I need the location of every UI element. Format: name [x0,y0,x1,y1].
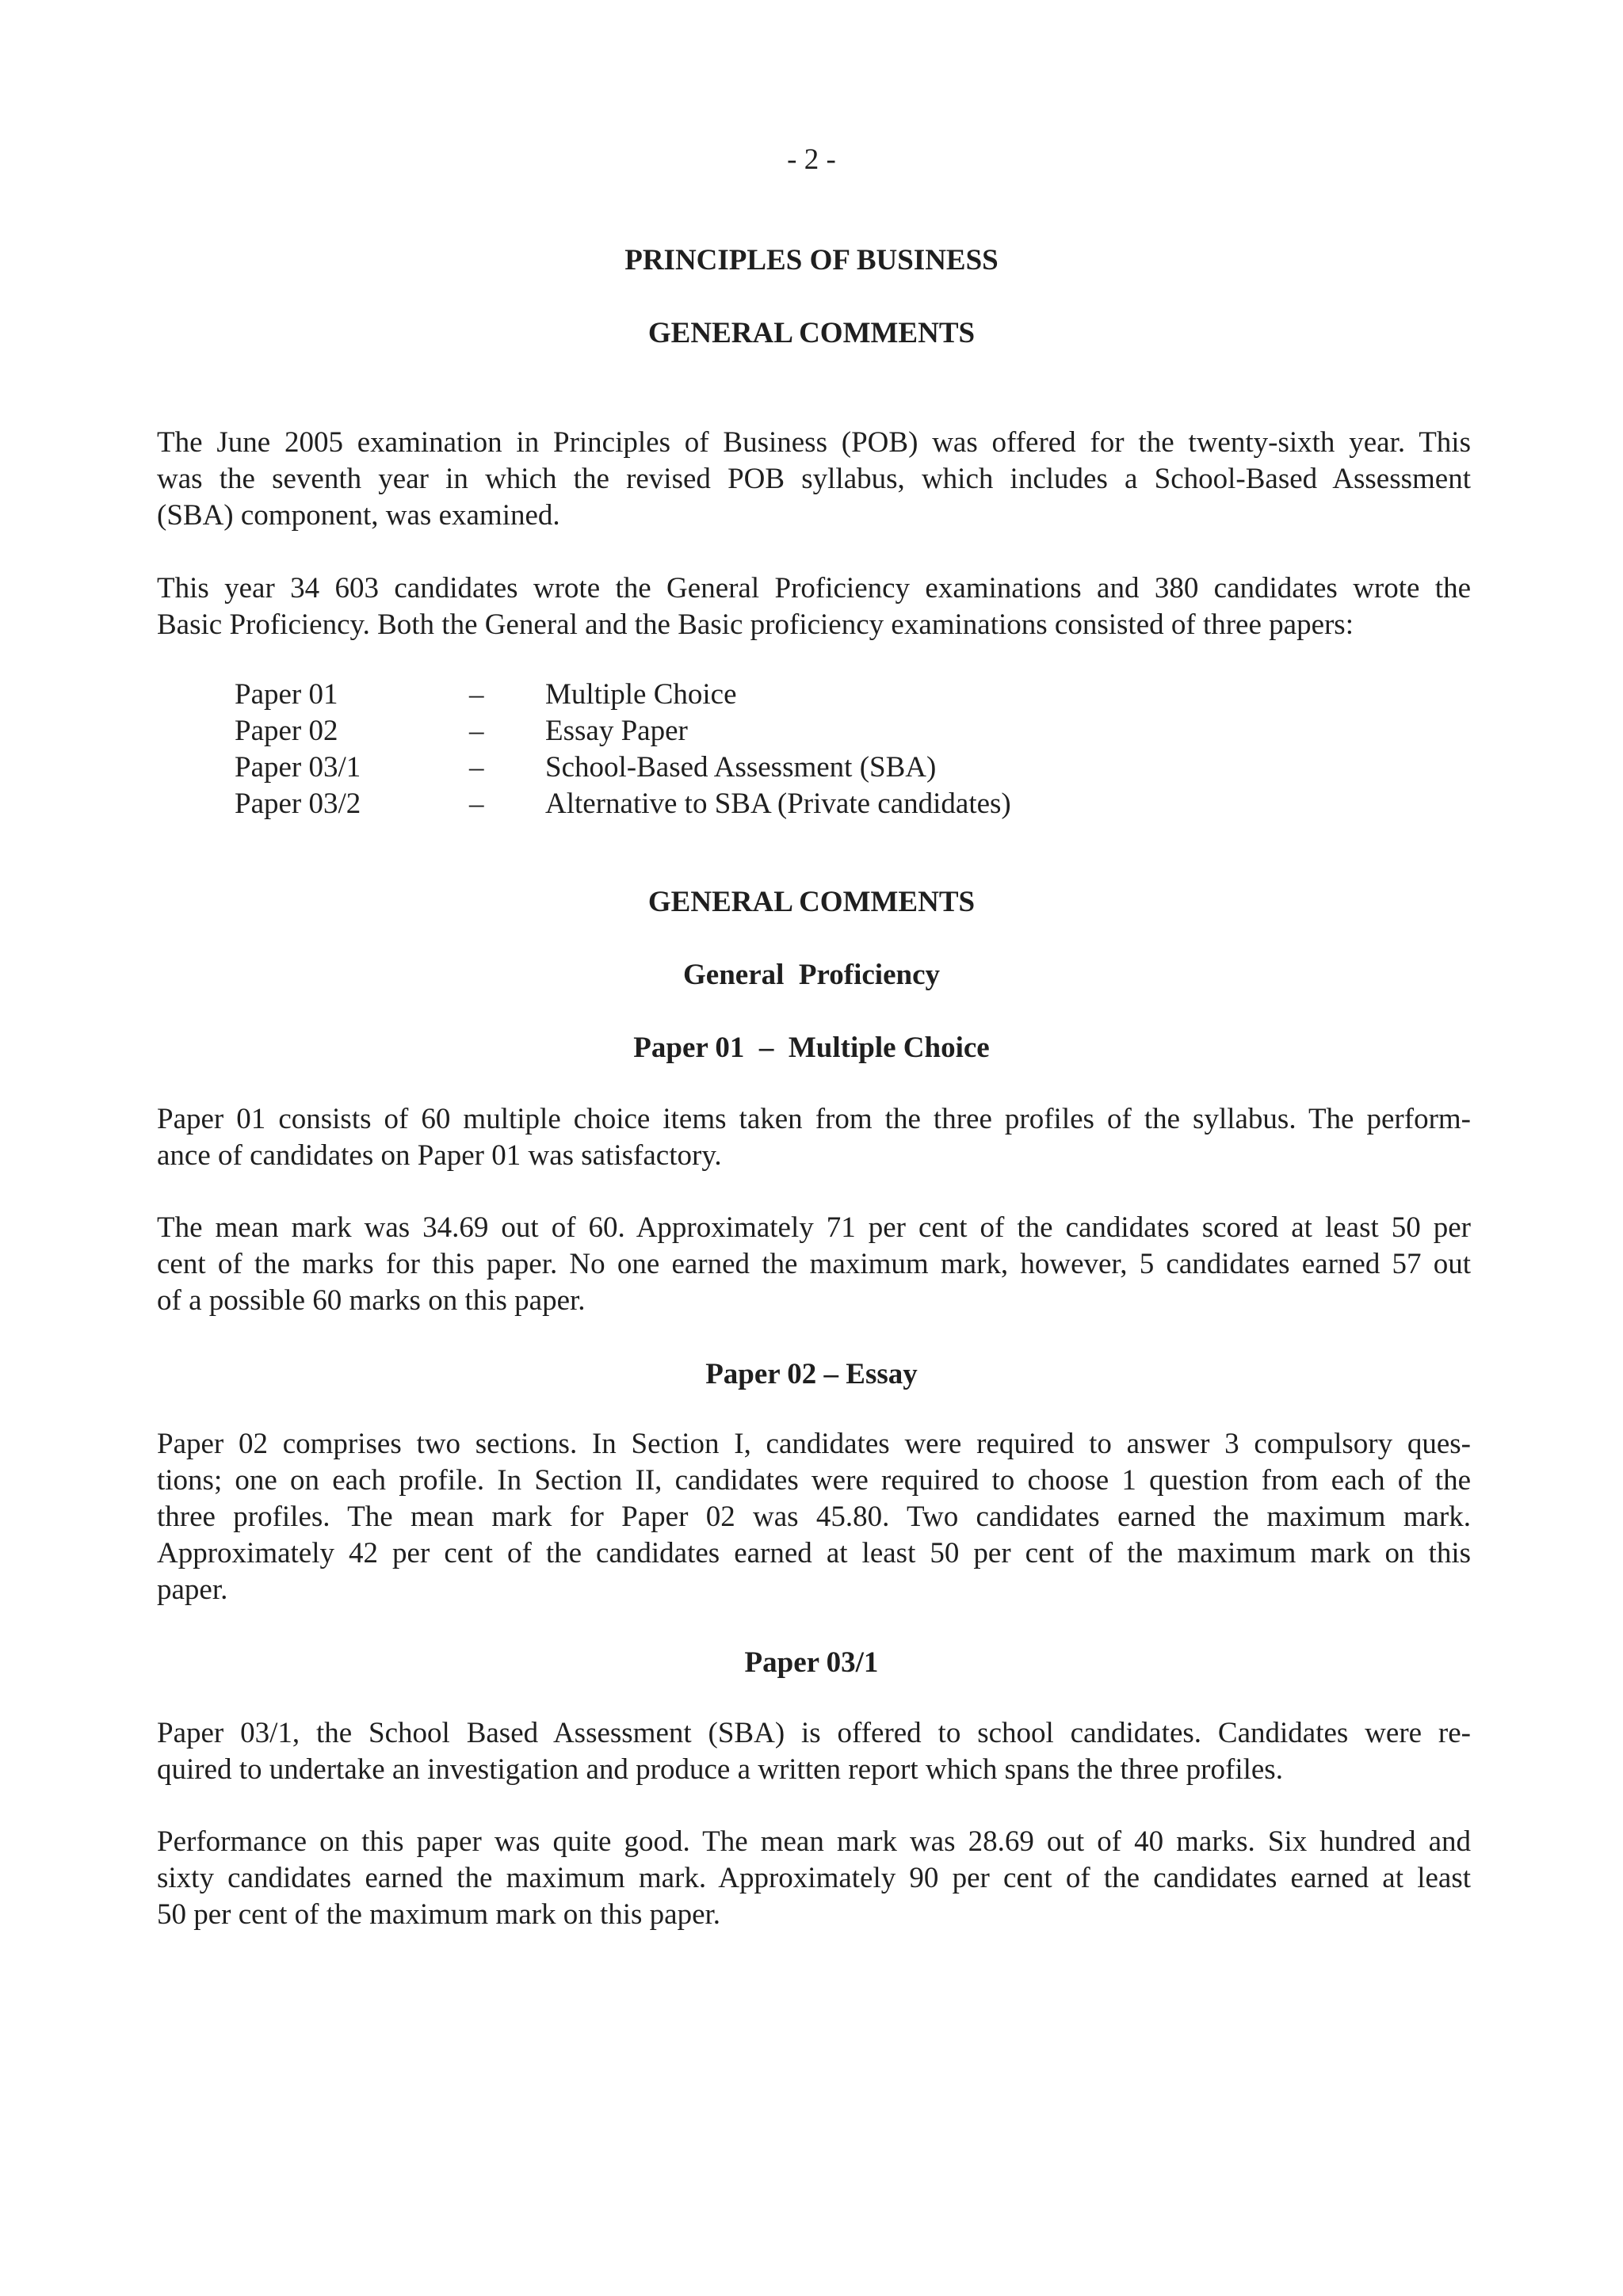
dash: – [469,715,484,747]
section-heading-general-proficiency: General Proficiency [683,959,940,991]
document-title: PRINCIPLES OF BUSINESS [624,244,999,277]
paper-list [235,677,1106,822]
paper-description: School-Based Assessment (SBA) [545,751,937,784]
section-heading-paper-03-1: Paper 03/1 [744,1646,879,1679]
section-heading-general-comments: GENERAL COMMENTS [647,317,976,349]
paper-name: Paper 03/2 [235,788,361,820]
paper-01-paragraph-1 [157,1101,1471,1174]
text-line: tions; one on each profile. In Section II, candidates were required to choose 1 question from each of the [157,1464,1471,1497]
list-item [235,749,1106,786]
text-line: Approximately 42 per cent of the candidates earned at least 50 per cent of the maximum mark on this [157,1537,1471,1569]
paper-03-1-paragraph-2 [157,1824,1471,1933]
text-line: ance of candidates on Paper 01 was satisfactory. [157,1139,722,1172]
list-item [235,713,1106,749]
text-line: was the seventh year in which the revised POB syllabus, which includes a School-Based Assessment [157,463,1471,495]
paper-description: Multiple Choice [545,678,737,711]
paper-02-paragraph-1 [157,1426,1471,1608]
text-line: The June 2005 examination in Principles of Business (POB) was offered for the twenty-sixth year. This [157,426,1471,459]
paper-description: Alternative to SBA (Private candidates) [545,788,1011,820]
paper-name: Paper 03/1 [235,751,361,784]
page-number: - 2 - [787,143,836,176]
dash: – [469,751,484,784]
text-line: 50 per cent of the maximum mark on this paper. [157,1898,721,1931]
text-line: sixty candidates earned the maximum mark. Approximately 90 per cent of the candidates earned at least [157,1862,1471,1894]
dash: – [469,788,484,820]
list-item [235,677,1106,713]
paper-description: Essay Paper [545,715,688,747]
section-heading-paper-02: Paper 02 – Essay [705,1358,918,1390]
text-line: Paper 01 consists of 60 multiple choice items taken from the three profiles of the syllabus. The perform- [157,1103,1471,1135]
paper-03-1-paragraph-1 [157,1715,1471,1788]
text-line: Performance on this paper was quite good. The mean mark was 28.69 out of 40 marks. Six hundred and [157,1825,1471,1858]
text-line: This year 34 603 candidates wrote the General Proficiency examinations and 380 candidates wrote the [157,572,1471,605]
paper-01-paragraph-2 [157,1210,1471,1319]
list-item [235,786,1106,822]
paper-name: Paper 01 [235,678,338,711]
text-line: Basic Proficiency. Both the General and the Basic proficiency examinations consisted of three papers: [157,608,1354,641]
text-line: Paper 03/1, the School Based Assessment (SBA) is offered to school candidates. Candidates were re- [157,1717,1471,1749]
text-line: paper. [157,1573,228,1606]
paper-name: Paper 02 [235,715,338,747]
text-line: (SBA) component, was examined. [157,499,560,532]
section-heading-paper-01: Paper 01 – Multiple Choice [633,1032,990,1064]
intro-paragraph-2 [157,570,1471,643]
intro-paragraph-1 [157,425,1471,534]
text-line: The mean mark was 34.69 out of 60. Approximately 71 per cent of the candidates scored at least 50 per [157,1211,1471,1244]
text-line: three profiles. The mean mark for Paper 02 was 45.80. Two candidates earned the maximum mark. [157,1501,1471,1533]
text-line: cent of the marks for this paper. No one earned the maximum mark, however, 5 candidates earned 57 out [157,1248,1471,1280]
text-line: of a possible 60 marks on this paper. [157,1284,586,1317]
section-heading-general-comments-2: GENERAL COMMENTS [647,886,976,918]
dash: – [469,678,484,711]
text-line: quired to undertake an investigation and produce a written report which spans the three profiles. [157,1753,1283,1786]
text-line: Paper 02 comprises two sections. In Section I, candidates were required to answer 3 compulsory ques- [157,1428,1471,1460]
